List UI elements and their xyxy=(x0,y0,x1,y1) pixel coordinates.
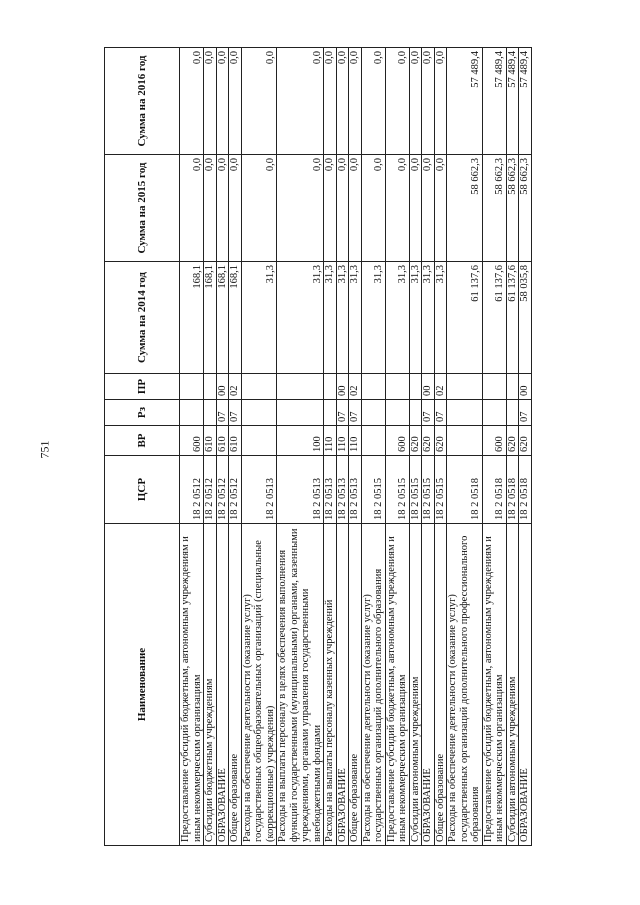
cell-csr: 18 2 0515 xyxy=(422,456,435,524)
cell-vr: 600 xyxy=(482,426,506,456)
cell-vr: 610 xyxy=(229,426,242,456)
table-row xyxy=(361,48,385,846)
cell-vr: 100 xyxy=(277,426,324,456)
header-sum-2015: Сумма на 2015 год xyxy=(105,155,180,262)
table-row xyxy=(409,48,422,846)
cell-sum-2014: 31,3 xyxy=(349,262,362,374)
budget-table-container xyxy=(104,48,532,846)
cell-sum-2014: 31,3 xyxy=(241,262,277,374)
cell-sum-2015: 0,0 xyxy=(336,155,349,262)
table-row xyxy=(180,48,204,846)
cell-rz: 07 xyxy=(216,400,229,426)
cell-name: Предоставление субсидий бюджетным, автономным учреждениям и иным некоммерческим организациям xyxy=(482,524,506,846)
cell-name: Общее образование xyxy=(434,524,447,846)
cell-sum-2014: 31,3 xyxy=(324,262,337,374)
cell-rz xyxy=(447,400,483,426)
cell-vr: 620 xyxy=(422,426,435,456)
cell-name: Расходы на обеспечение деятельности (оказание услуг) государственных организаций дополнительного образования xyxy=(361,524,385,846)
cell-pr xyxy=(241,374,277,400)
cell-pr: 00 xyxy=(422,374,435,400)
cell-name: ОБРАЗОВАНИЕ xyxy=(422,524,435,846)
cell-sum-2016: 0,0 xyxy=(229,48,242,155)
table-row xyxy=(324,48,337,846)
cell-pr xyxy=(204,374,217,400)
cell-pr xyxy=(180,374,204,400)
cell-sum-2016: 0,0 xyxy=(349,48,362,155)
cell-rz xyxy=(361,400,385,426)
cell-name: Общее образование xyxy=(349,524,362,846)
cell-name: ОБРАЗОВАНИЕ xyxy=(336,524,349,846)
cell-name: Расходы на обеспечение деятельности (оказание услуг) государственных общеобразовательных организаций (специальные (коррекционные) учреждения) xyxy=(241,524,277,846)
cell-sum-2014: 31,3 xyxy=(434,262,447,374)
budget-table xyxy=(104,47,532,846)
header-csr: ЦСР xyxy=(105,456,180,524)
cell-sum-2014: 31,3 xyxy=(385,262,409,374)
cell-sum-2016: 57 489,4 xyxy=(482,48,506,155)
header-sum-2014: Сумма на 2014 год xyxy=(105,262,180,374)
cell-pr xyxy=(385,374,409,400)
cell-rz: 07 xyxy=(434,400,447,426)
cell-sum-2015: 0,0 xyxy=(229,155,242,262)
cell-name: Предоставление субсидий бюджетным, автономным учреждениям и иным некоммерческим организациям xyxy=(385,524,409,846)
cell-rz xyxy=(277,400,324,426)
cell-rz xyxy=(204,400,217,426)
cell-csr: 18 2 0515 xyxy=(409,456,422,524)
table-row xyxy=(385,48,409,846)
table-row xyxy=(482,48,506,846)
cell-sum-2016: 57 489,4 xyxy=(506,48,519,155)
cell-sum-2016: 0,0 xyxy=(409,48,422,155)
cell-sum-2015: 0,0 xyxy=(204,155,217,262)
page-number: 751 xyxy=(37,440,52,459)
cell-sum-2016: 0,0 xyxy=(434,48,447,155)
cell-name: Субсидии бюджетным учреждениям xyxy=(204,524,217,846)
cell-sum-2015: 58 662,3 xyxy=(506,155,519,262)
cell-vr: 620 xyxy=(519,426,532,456)
cell-sum-2016: 57 489,4 xyxy=(519,48,532,155)
cell-sum-2016: 57 489,4 xyxy=(447,48,483,155)
cell-sum-2014: 61 137,6 xyxy=(506,262,519,374)
cell-csr: 18 2 0512 xyxy=(180,456,204,524)
cell-sum-2014: 31,3 xyxy=(409,262,422,374)
cell-vr: 110 xyxy=(336,426,349,456)
cell-vr: 110 xyxy=(349,426,362,456)
cell-rz xyxy=(180,400,204,426)
cell-csr: 18 2 0513 xyxy=(336,456,349,524)
cell-pr: 00 xyxy=(336,374,349,400)
cell-sum-2016: 0,0 xyxy=(324,48,337,155)
cell-sum-2015: 0,0 xyxy=(409,155,422,262)
cell-pr xyxy=(447,374,483,400)
cell-vr: 110 xyxy=(324,426,337,456)
cell-rz xyxy=(241,400,277,426)
cell-sum-2015: 0,0 xyxy=(385,155,409,262)
cell-rz: 07 xyxy=(422,400,435,426)
header-sum-2016: Сумма на 2016 год xyxy=(105,48,180,155)
header-pr: ПР xyxy=(105,374,180,400)
cell-sum-2014: 168,1 xyxy=(204,262,217,374)
header-vr: ВР xyxy=(105,426,180,456)
cell-csr: 18 2 0513 xyxy=(349,456,362,524)
cell-csr: 18 2 0512 xyxy=(216,456,229,524)
cell-sum-2015: 0,0 xyxy=(216,155,229,262)
cell-sum-2014: 168,1 xyxy=(216,262,229,374)
cell-vr xyxy=(241,426,277,456)
cell-sum-2015: 0,0 xyxy=(241,155,277,262)
cell-name: Расходы на выплаты персоналу в целях обеспечения выполнения функций государственными (муниципальными) органами, казенными учреждениями, органами управления государственными внебюджетными фондами xyxy=(277,524,324,846)
cell-rz: 07 xyxy=(336,400,349,426)
cell-vr: 620 xyxy=(506,426,519,456)
cell-name: Общее образование xyxy=(229,524,242,846)
table-row xyxy=(277,48,324,846)
cell-sum-2015: 58 662,3 xyxy=(519,155,532,262)
cell-rz xyxy=(385,400,409,426)
cell-pr: 02 xyxy=(434,374,447,400)
cell-sum-2014: 31,3 xyxy=(336,262,349,374)
cell-pr xyxy=(277,374,324,400)
cell-sum-2014: 168,1 xyxy=(180,262,204,374)
table-row xyxy=(241,48,277,846)
cell-sum-2016: 0,0 xyxy=(336,48,349,155)
cell-csr: 18 2 0518 xyxy=(447,456,483,524)
cell-csr: 18 2 0512 xyxy=(204,456,217,524)
cell-rz xyxy=(409,400,422,426)
table-row xyxy=(336,48,349,846)
cell-sum-2015: 0,0 xyxy=(180,155,204,262)
cell-pr: 00 xyxy=(519,374,532,400)
cell-sum-2015: 58 662,3 xyxy=(482,155,506,262)
cell-sum-2016: 0,0 xyxy=(361,48,385,155)
cell-csr: 18 2 0512 xyxy=(229,456,242,524)
table-body xyxy=(180,48,532,846)
cell-pr: 02 xyxy=(229,374,242,400)
cell-rz: 07 xyxy=(229,400,242,426)
cell-sum-2016: 0,0 xyxy=(422,48,435,155)
table-row xyxy=(422,48,435,846)
table-row xyxy=(216,48,229,846)
cell-sum-2014: 61 137,6 xyxy=(482,262,506,374)
cell-name: Субсидии автономным учреждениям xyxy=(506,524,519,846)
table-row xyxy=(447,48,483,846)
cell-sum-2016: 0,0 xyxy=(277,48,324,155)
table-row xyxy=(204,48,217,846)
table-header-row xyxy=(105,48,180,846)
cell-name: Предоставление субсидий бюджетным, автономным учреждениям и иным некоммерческим организациям xyxy=(180,524,204,846)
cell-vr xyxy=(361,426,385,456)
cell-vr: 620 xyxy=(434,426,447,456)
cell-sum-2014: 58 035,8 xyxy=(519,262,532,374)
cell-rz: 07 xyxy=(349,400,362,426)
cell-csr: 18 2 0518 xyxy=(506,456,519,524)
cell-vr: 620 xyxy=(409,426,422,456)
table-row xyxy=(434,48,447,846)
cell-sum-2015: 58 662,3 xyxy=(447,155,483,262)
cell-name: Расходы на выплаты персоналу казенных учреждений xyxy=(324,524,337,846)
cell-sum-2015: 0,0 xyxy=(349,155,362,262)
cell-vr: 610 xyxy=(216,426,229,456)
header-name: Наименование xyxy=(105,524,180,846)
cell-csr: 18 2 0513 xyxy=(277,456,324,524)
cell-vr: 610 xyxy=(204,426,217,456)
table-row xyxy=(519,48,532,846)
table-row xyxy=(506,48,519,846)
cell-sum-2015: 0,0 xyxy=(422,155,435,262)
cell-name: ОБРАЗОВАНИЕ xyxy=(216,524,229,846)
cell-csr: 18 2 0513 xyxy=(324,456,337,524)
table-row xyxy=(229,48,242,846)
cell-sum-2015: 0,0 xyxy=(324,155,337,262)
cell-sum-2014: 168,1 xyxy=(229,262,242,374)
cell-pr xyxy=(361,374,385,400)
cell-csr: 18 2 0513 xyxy=(241,456,277,524)
cell-rz: 07 xyxy=(519,400,532,426)
cell-sum-2014: 31,3 xyxy=(422,262,435,374)
cell-pr xyxy=(324,374,337,400)
cell-rz xyxy=(324,400,337,426)
cell-vr: 600 xyxy=(385,426,409,456)
cell-vr xyxy=(447,426,483,456)
cell-pr: 00 xyxy=(216,374,229,400)
cell-name: Субсидии автономным учреждениям xyxy=(409,524,422,846)
cell-sum-2014: 61 137,6 xyxy=(447,262,483,374)
cell-csr: 18 2 0518 xyxy=(519,456,532,524)
cell-pr xyxy=(506,374,519,400)
table-row xyxy=(349,48,362,846)
cell-rz xyxy=(506,400,519,426)
cell-sum-2015: 0,0 xyxy=(361,155,385,262)
cell-rz xyxy=(482,400,506,426)
cell-sum-2016: 0,0 xyxy=(180,48,204,155)
cell-sum-2016: 0,0 xyxy=(241,48,277,155)
cell-pr xyxy=(409,374,422,400)
header-rz: Рз xyxy=(105,400,180,426)
cell-sum-2015: 0,0 xyxy=(434,155,447,262)
cell-vr: 600 xyxy=(180,426,204,456)
cell-sum-2014: 31,3 xyxy=(361,262,385,374)
cell-csr: 18 2 0515 xyxy=(361,456,385,524)
cell-sum-2016: 0,0 xyxy=(385,48,409,155)
cell-sum-2016: 0,0 xyxy=(204,48,217,155)
cell-pr xyxy=(482,374,506,400)
cell-csr: 18 2 0518 xyxy=(482,456,506,524)
cell-sum-2015: 0,0 xyxy=(277,155,324,262)
cell-csr: 18 2 0515 xyxy=(434,456,447,524)
cell-name: Расходы на обеспечение деятельности (оказание услуг) государственных организаций дополнительного профессионального образования xyxy=(447,524,483,846)
cell-sum-2016: 0,0 xyxy=(216,48,229,155)
cell-pr: 02 xyxy=(349,374,362,400)
cell-sum-2014: 31,3 xyxy=(277,262,324,374)
cell-csr: 18 2 0515 xyxy=(385,456,409,524)
cell-name: ОБРАЗОВАНИЕ xyxy=(519,524,532,846)
